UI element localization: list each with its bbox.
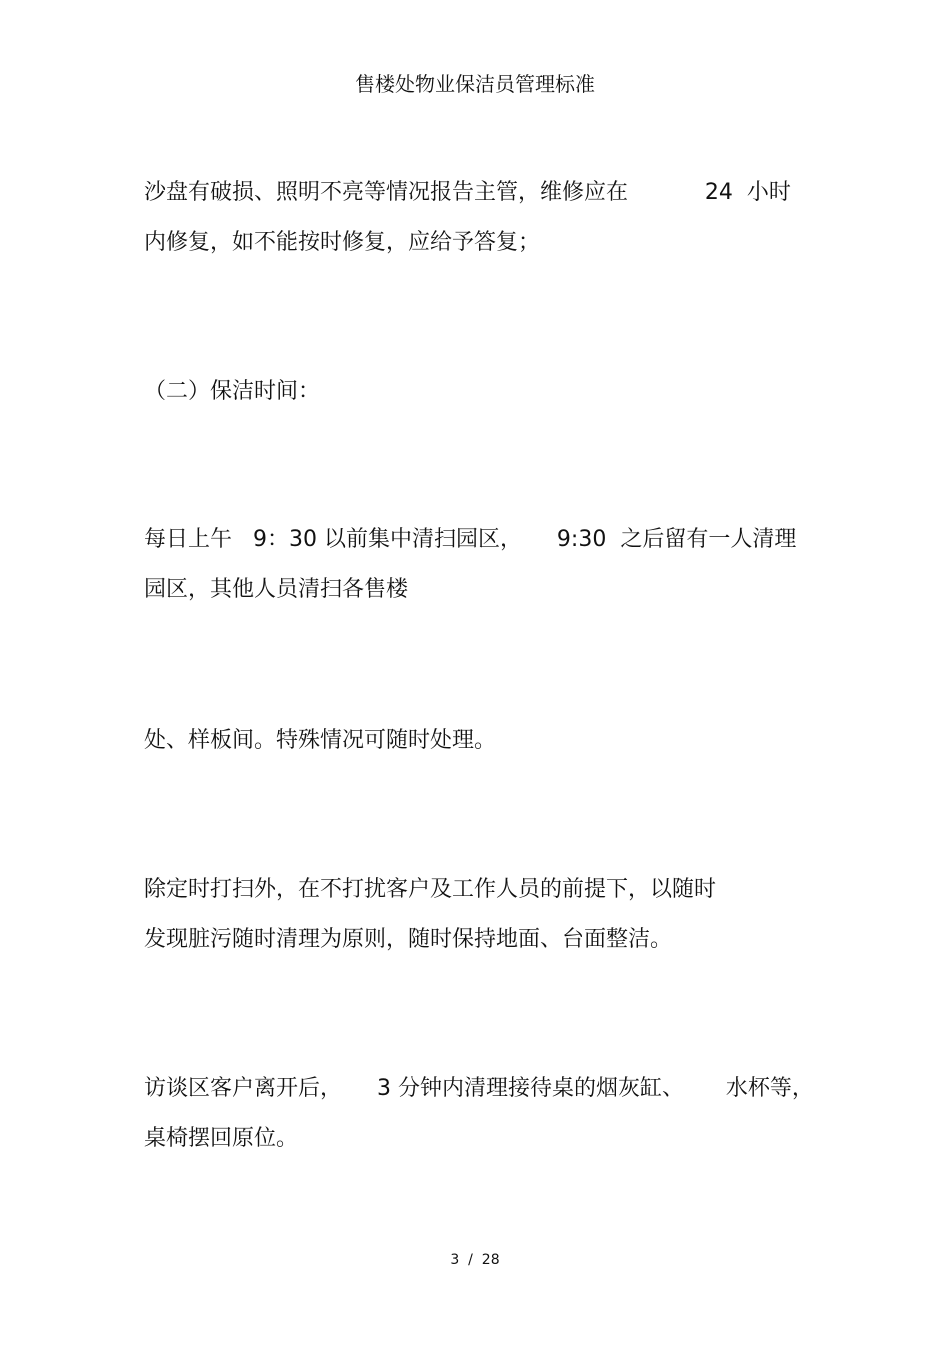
page-number: 3 / 28 xyxy=(450,1252,500,1268)
paragraph-line: 除定时打扫外，在不打扰客户及工作人员的前提下，以随时 xyxy=(144,877,717,902)
page-header-title: 售楼处物业保洁员管理标准 xyxy=(355,72,595,96)
paragraph-line: 处、样板间。特殊情况可随时处理。 xyxy=(144,728,497,753)
paragraph-line: 内修复，如不能按时修复，应给予答复； xyxy=(144,230,541,255)
paragraph-line: 每日上午 9：30 以前集中清扫园区， 9:30 之后留有一人清理 xyxy=(144,527,797,552)
paragraph-line: 园区，其他人员清扫各售楼 xyxy=(144,577,409,602)
paragraph-line: 沙盘有破损、照明不亮等情况报告主管，维修应在 24 小时 xyxy=(144,180,791,205)
paragraph-line: 桌椅摆回原位。 xyxy=(144,1126,299,1151)
paragraph-line: 发现脏污随时清理为原则，随时保持地面、台面整洁。 xyxy=(144,927,673,952)
paragraph-line: 访谈区客户离开后， 3 分钟内清理接待桌的烟灰缸、 水杯等， xyxy=(144,1076,814,1101)
section-heading: （二）保洁时间： xyxy=(144,379,321,404)
